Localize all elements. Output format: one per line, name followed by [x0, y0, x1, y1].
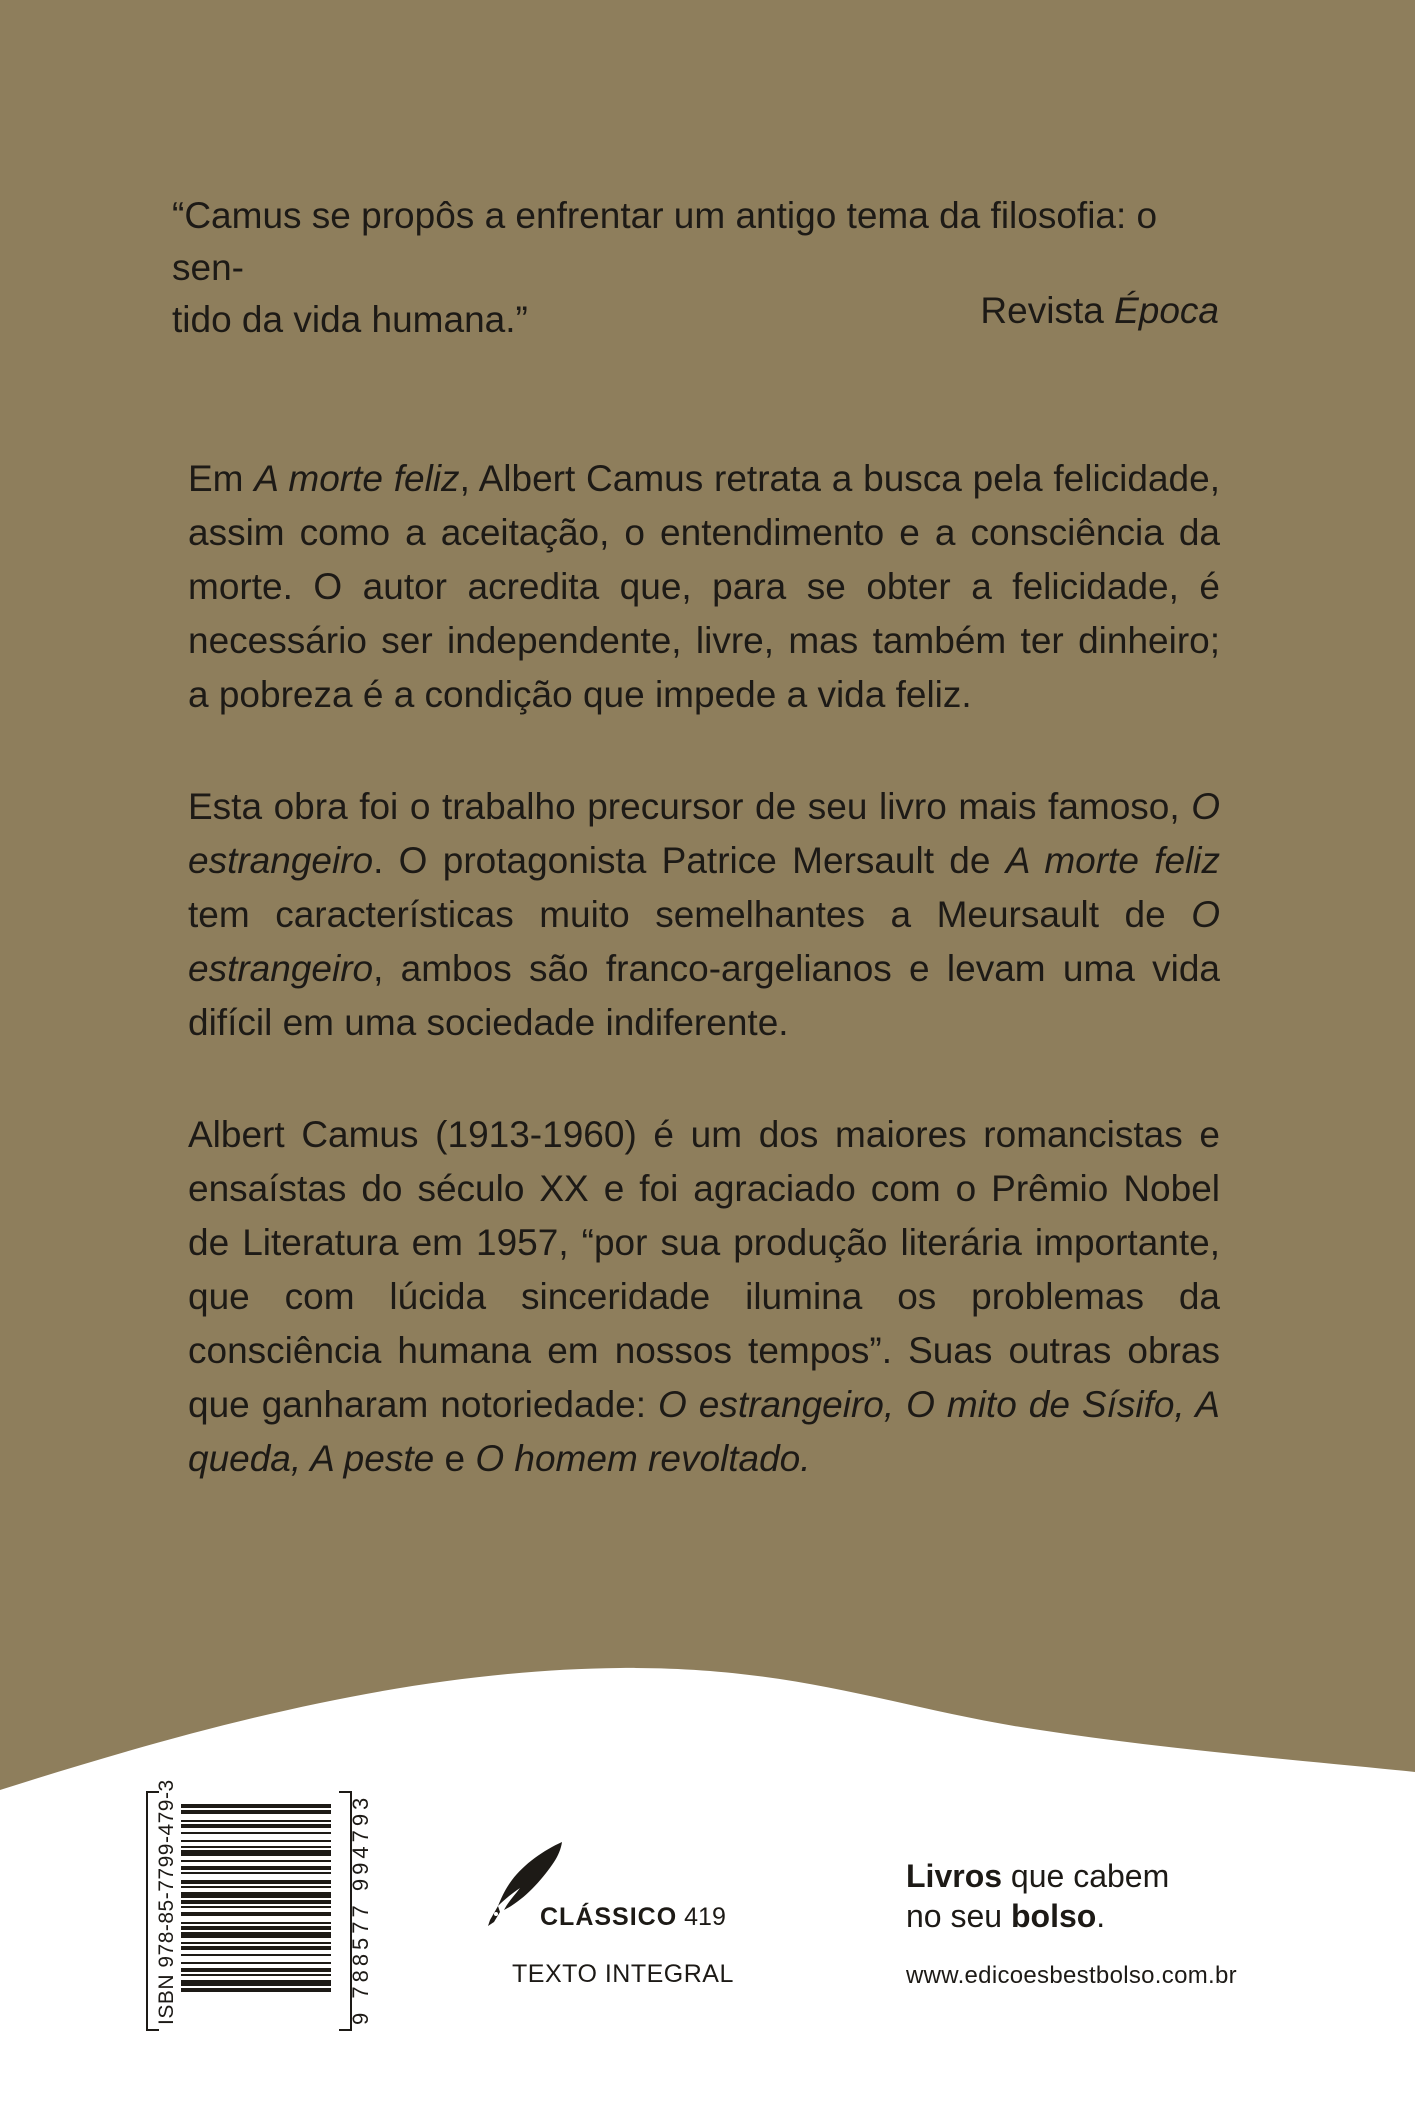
text-run: e — [434, 1438, 476, 1479]
barcode-bar — [181, 1804, 331, 1808]
book-titles: O estrangeiro, O mito de Sísifo, A queda, A peste — [188, 1384, 1220, 1479]
text-run: , Albert Camus retrata a busca pela felicidade, assim como a aceitação, o entendimento e a consciência da morte. O autor acredita que, para se obter a felicidade, é necessário ser independente, livre, mas também ter dinheiro; a pobreza é a condição que impede a vida feliz. — [188, 458, 1220, 715]
barcode-digits: 9 788577 994793 — [348, 1793, 373, 2025]
quote-source-title: Época — [1114, 290, 1219, 331]
barcode-bar — [181, 1892, 331, 1898]
quote-line-2: tido da vida humana.” — [172, 299, 528, 340]
slogan-line-1 — [906, 1856, 1169, 1896]
barcode-bar — [181, 1906, 331, 1908]
text-run: , ambos são franco-argelianos e levam uma vida difícil em uma sociedade indiferente. — [188, 948, 1220, 1043]
barcode-bar — [181, 1954, 331, 1956]
edition-label: TEXTO INTEGRAL — [512, 1960, 734, 1988]
publisher-slogan — [906, 1856, 1169, 1936]
barcode-bar — [181, 1810, 331, 1814]
slogan-line-2 — [906, 1896, 1169, 1936]
collection-name: CLÁSSICO — [540, 1903, 678, 1931]
barcode-bar — [181, 1946, 331, 1950]
text-run: Albert Camus (1913-1960) é um dos maiores romancistas e ensaístas do século XX e foi agraciado com o Prêmio Nobel de Literatura em 1957, “por sua produção literária importante, que com lúcida sinceridade ilumina os problemas da consciência humana em nossos tempos”. Suas outras obras que ganharam notoriedade: — [188, 1114, 1220, 1425]
text-run: Em — [188, 458, 255, 499]
barcode-bar — [181, 1850, 331, 1856]
book-title: A morte feliz — [1005, 840, 1220, 881]
book-title: O estrangeiro — [188, 786, 1220, 881]
barcode-bar — [181, 1846, 331, 1848]
collection-label — [540, 1903, 726, 1932]
barcode-bar — [181, 1922, 331, 1924]
slogan-word: Livros — [906, 1858, 1003, 1894]
synopsis-paragraph-2 — [188, 780, 1220, 1050]
book-title: O homem revoltado. — [475, 1438, 811, 1479]
barcode-bar — [181, 1912, 331, 1916]
barcode-bar — [181, 1980, 331, 1986]
barcode-bar — [181, 1886, 331, 1888]
text-run: . O protagonista Patrice Mersault de — [373, 840, 1006, 881]
author-bio-paragraph — [188, 1108, 1220, 1486]
quote-source-prefix: Revista — [980, 290, 1115, 331]
barcode-bar — [181, 1820, 331, 1822]
barcode-bar — [181, 1942, 331, 1944]
book-title: O estrangeiro — [188, 894, 1220, 989]
barcode-bar — [181, 1866, 331, 1870]
text-run: Esta obra foi o trabalho precursor de seu livro mais famoso, — [188, 786, 1192, 827]
barcode-bar — [181, 1860, 331, 1862]
text-run: tem características muito semelhantes a Meursault de — [188, 894, 1192, 935]
collection-number: 419 — [684, 1903, 726, 1931]
barcode-bar — [181, 1968, 331, 1972]
barcode-bar — [181, 1880, 331, 1884]
barcode-bar — [181, 1824, 331, 1828]
synopsis-paragraph-1 — [188, 452, 1220, 722]
barcode-bar — [181, 1872, 331, 1874]
isbn-number: ISBN 978-85-7799-479-3 — [155, 1779, 178, 2025]
barcode-bar — [181, 1840, 331, 1842]
book-title: A morte feliz — [254, 458, 460, 499]
barcode-bar — [181, 1974, 331, 1976]
slogan-word: bolso — [1010, 1898, 1097, 1934]
barcode-bar — [181, 1900, 331, 1904]
barcode-bar — [181, 1962, 331, 1964]
quote-source — [980, 285, 1219, 337]
barcode-bar — [181, 1832, 331, 1834]
quote-line-1: “Camus se propôs a enfrentar um antigo tema da filosofia: o sen- — [172, 195, 1158, 288]
barcode-bar — [181, 1926, 331, 1930]
barcode-bar — [181, 1988, 331, 1992]
slogan-word: . — [1096, 1898, 1106, 1934]
slogan-word: no seu — [906, 1898, 1011, 1934]
publisher-website[interactable]: www.edicoesbestbolso.com.br — [906, 1962, 1237, 1989]
barcode-bar — [181, 1932, 331, 1938]
slogan-word: que cabem — [1002, 1858, 1170, 1894]
